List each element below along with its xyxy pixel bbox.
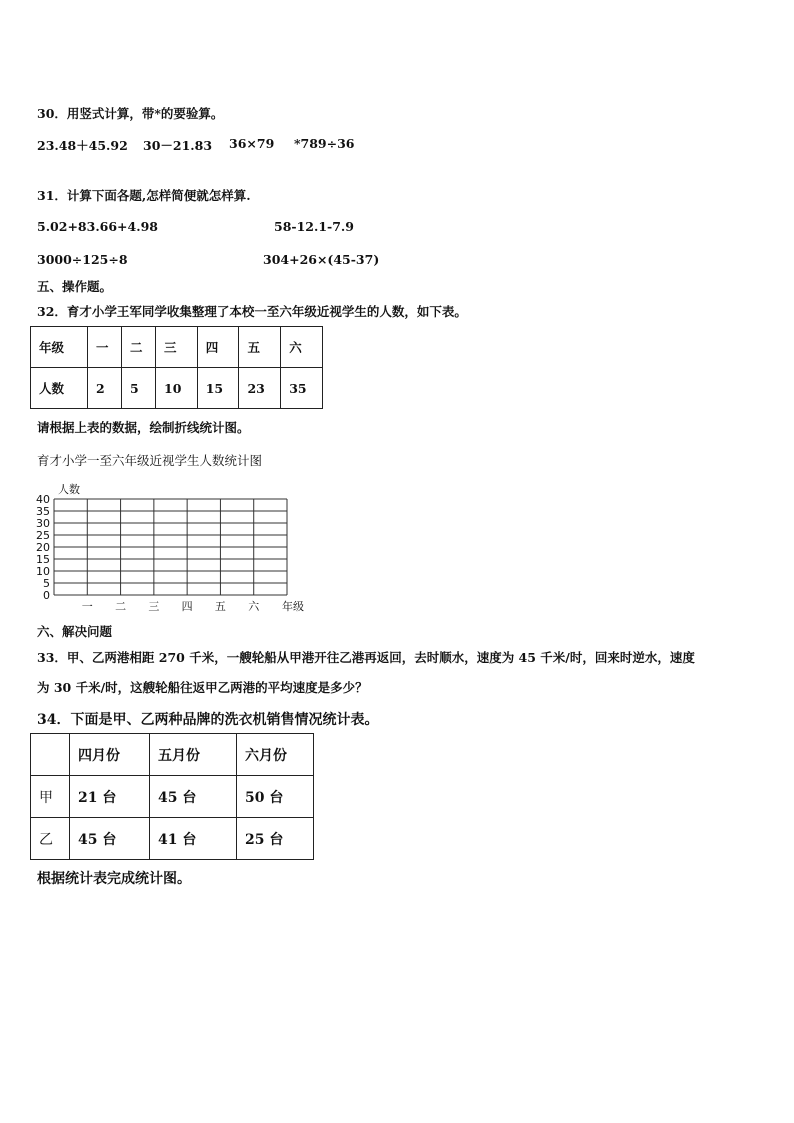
- q32-cell-label-count: 人数: [31, 368, 88, 409]
- q34-cell-b-april: 45 台: [70, 818, 150, 860]
- x-tick-label: 五: [214, 600, 226, 613]
- q32-cell-header-5: 五: [239, 327, 281, 368]
- q32-cell-count-1: 2: [88, 368, 122, 409]
- q34-table-row-b: [31, 818, 314, 860]
- q32-cell-count-4: 15: [197, 368, 239, 409]
- q31-item-2: 58-12.1-7.9: [274, 219, 354, 234]
- y-tick-label: 5: [43, 577, 50, 590]
- y-tick-label: 10: [36, 565, 50, 578]
- q34-table-header-row: [31, 734, 314, 776]
- q33-line-1: 33．甲、乙两港相距 270 千米，一艘轮船从甲港开往乙港再返回，去时顺水，速度为 45 千米/时，回来时逆水，速度: [37, 650, 695, 665]
- q31-item-4: 304+26×(45-37): [263, 252, 380, 267]
- q34-cell-header-april: 四月份: [70, 734, 150, 776]
- q34-cell-header-june: 六月份: [237, 734, 314, 776]
- q32-heading: 32．育才小学王军同学收集整理了本校一至六年级近视学生的人数，如下表。: [37, 304, 467, 319]
- y-tick-label: 35: [36, 505, 50, 518]
- q32-cell-header-6: 六: [281, 327, 323, 368]
- q31-item-1: 5.02+83.66+4.98: [37, 219, 158, 234]
- q33-line-2: 为 30 千米/时，这艘轮船往返甲乙两港的平均速度是多少？: [37, 680, 368, 695]
- q30-item-2: 30－21.83: [143, 138, 213, 153]
- q32-instruction: 请根据上表的数据，绘制折线统计图。: [37, 420, 250, 435]
- q34-cell-brand-b: 乙: [31, 818, 70, 860]
- q32-cell-count-2: 5: [122, 368, 156, 409]
- y-tick-label: 40: [36, 493, 50, 506]
- q34-cell-header-blank: [31, 734, 70, 776]
- x-tick-label: 四: [181, 600, 193, 613]
- q32-cell-count-3: 10: [156, 368, 198, 409]
- q34-instruction: 根据统计表完成统计图。: [37, 871, 191, 887]
- q32-cell-header-4: 四: [197, 327, 239, 368]
- x-tick-label: 三: [148, 600, 160, 613]
- y-tick-label: 15: [36, 553, 50, 566]
- section-five-heading: 五、操作题。: [37, 279, 113, 294]
- x-axis-label: 年级: [282, 600, 304, 613]
- q32-table: [30, 326, 323, 409]
- q32-cell-header-3: 三: [156, 327, 198, 368]
- q32-chart-title: 育才小学一至六年级近视学生人数统计图: [37, 453, 263, 468]
- x-tick-label: 六: [248, 600, 260, 613]
- q34-cell-header-may: 五月份: [150, 734, 237, 776]
- q30-item-4: *789÷36: [294, 136, 355, 151]
- q34-cell-a-may: 45 台: [150, 776, 237, 818]
- q34-heading: 34．下面是甲、乙两种品牌的洗衣机销售情况统计表。: [37, 712, 379, 728]
- x-tick-label: 一: [81, 600, 93, 613]
- q32-cell-header-2: 二: [122, 327, 156, 368]
- q32-line-chart-grid: [30, 475, 320, 617]
- q34-cell-b-may: 41 台: [150, 818, 237, 860]
- x-tick-label: 二: [115, 600, 127, 613]
- q30-item-1: 23.48＋45.92: [37, 138, 128, 153]
- section-six-heading: 六、解决问题: [37, 624, 113, 639]
- q32-cell-count-6: 35: [281, 368, 323, 409]
- q31-item-3: 3000÷125÷8: [37, 252, 128, 267]
- q34-cell-brand-a: 甲: [31, 776, 70, 818]
- q31-heading: 31．计算下面各题,怎样简便就怎样算.: [37, 188, 251, 203]
- y-axis-label: 人数: [58, 483, 80, 496]
- q32-table-header-row: [31, 327, 323, 368]
- q30-heading: 30．用竖式计算，带*的要验算。: [37, 106, 224, 121]
- q34-cell-b-june: 25 台: [237, 818, 314, 860]
- q34-table-row-a: [31, 776, 314, 818]
- q34-table: [30, 733, 314, 860]
- y-tick-label: 25: [36, 529, 50, 542]
- q30-item-3: 36×79: [229, 136, 275, 151]
- q32-cell-count-5: 23: [239, 368, 281, 409]
- y-tick-label: 20: [36, 541, 50, 554]
- q34-cell-a-april: 21 台: [70, 776, 150, 818]
- q32-cell-header-grade: 年级: [31, 327, 88, 368]
- q32-cell-header-1: 一: [88, 327, 122, 368]
- q32-table-data-row: [31, 368, 323, 409]
- y-tick-label: 0: [43, 589, 50, 602]
- q34-cell-a-june: 50 台: [237, 776, 314, 818]
- y-tick-label: 30: [36, 517, 50, 530]
